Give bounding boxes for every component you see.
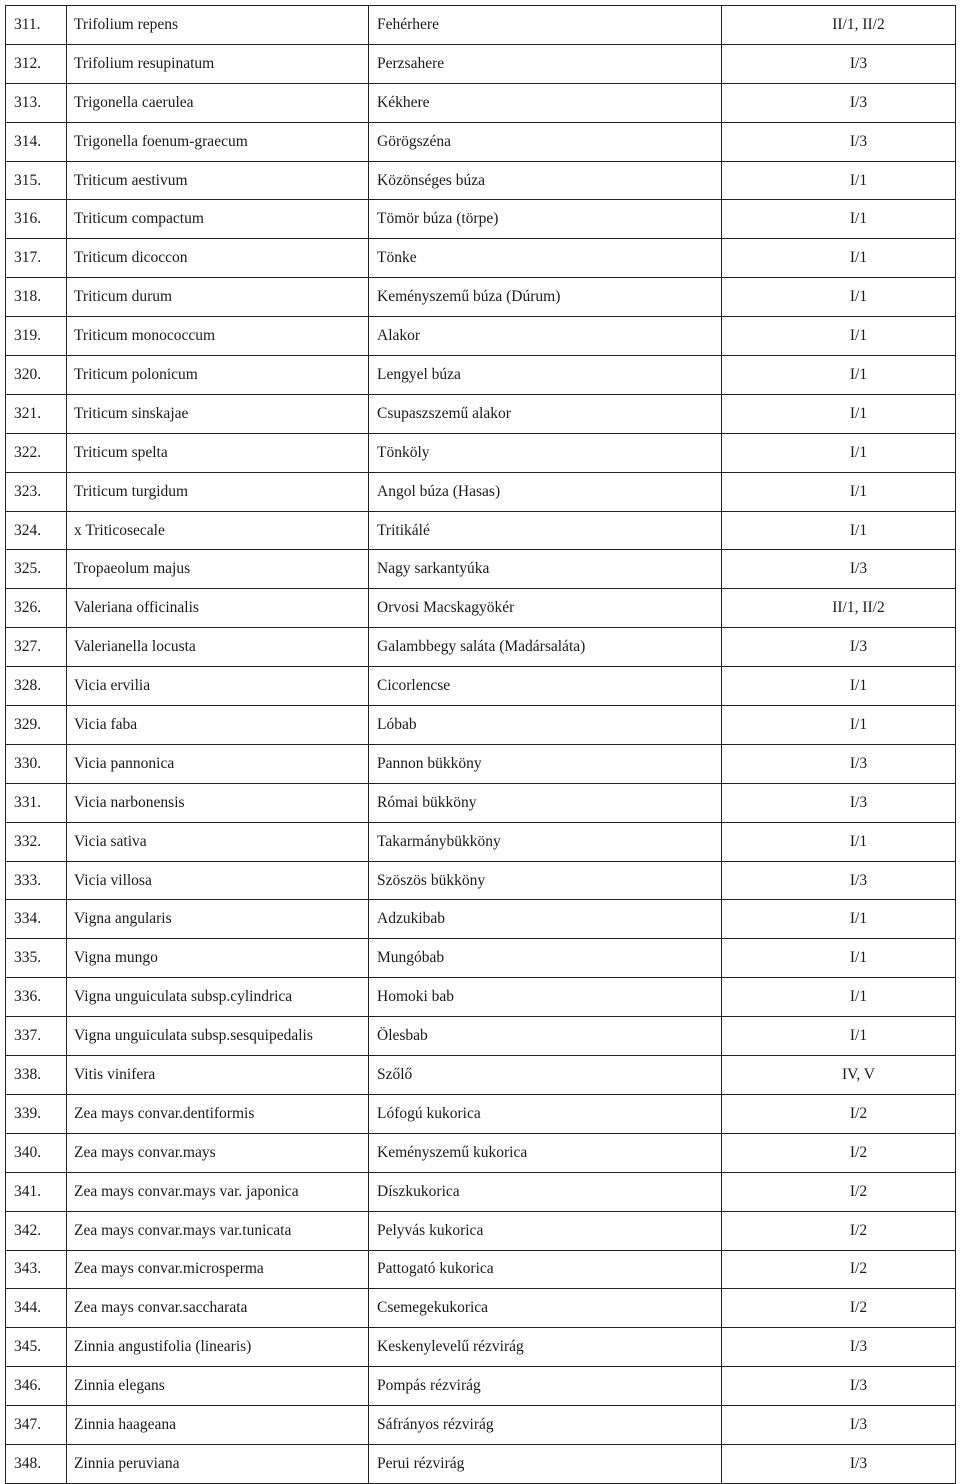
row-number: 312. xyxy=(6,44,67,83)
row-number: 326. xyxy=(6,589,67,628)
table-row xyxy=(6,822,956,861)
row-number: 344. xyxy=(6,1289,67,1328)
latin-name: Zea mays convar.mays var. japonica xyxy=(67,1172,369,1211)
latin-name: Triticum turgidum xyxy=(67,472,369,511)
latin-name: Tropaeolum majus xyxy=(67,550,369,589)
table-row xyxy=(6,1017,956,1056)
hungarian-name: Tömör búza (törpe) xyxy=(369,200,722,239)
row-number: 338. xyxy=(6,1056,67,1095)
species-table-body xyxy=(6,6,956,1484)
row-number: 332. xyxy=(6,822,67,861)
hungarian-name: Csemegekukorica xyxy=(369,1289,722,1328)
hungarian-name: Sáfrányos rézvirág xyxy=(369,1406,722,1445)
row-number: 330. xyxy=(6,744,67,783)
table-row xyxy=(6,1444,956,1483)
group-code: I/1 xyxy=(722,433,956,472)
latin-name: Triticum durum xyxy=(67,278,369,317)
group-code: I/3 xyxy=(722,783,956,822)
latin-name: Trigonella foenum-graecum xyxy=(67,122,369,161)
table-row xyxy=(6,1172,956,1211)
group-code: I/3 xyxy=(722,1406,956,1445)
latin-name: Valerianella locusta xyxy=(67,628,369,667)
latin-name: Triticum sinskajae xyxy=(67,394,369,433)
group-code: I/2 xyxy=(722,1211,956,1250)
group-code: I/1 xyxy=(722,472,956,511)
row-number: 340. xyxy=(6,1133,67,1172)
table-row xyxy=(6,1056,956,1095)
hungarian-name: Adzukibab xyxy=(369,900,722,939)
latin-name: Triticum monococcum xyxy=(67,317,369,356)
hungarian-name: Cicorlencse xyxy=(369,667,722,706)
group-code: I/3 xyxy=(722,1444,956,1483)
row-number: 325. xyxy=(6,550,67,589)
hungarian-name: Perzsahere xyxy=(369,44,722,83)
group-code: I/1 xyxy=(722,200,956,239)
table-row xyxy=(6,317,956,356)
table-row xyxy=(6,1406,956,1445)
latin-name: Vigna unguiculata subsp.cylindrica xyxy=(67,978,369,1017)
group-code: I/1 xyxy=(722,278,956,317)
row-number: 311. xyxy=(6,6,67,45)
group-code: IV, V xyxy=(722,1056,956,1095)
row-number: 318. xyxy=(6,278,67,317)
table-row xyxy=(6,706,956,745)
latin-name: Vigna unguiculata subsp.sesquipedalis xyxy=(67,1017,369,1056)
group-code: I/1 xyxy=(722,706,956,745)
row-number: 337. xyxy=(6,1017,67,1056)
group-code: I/3 xyxy=(722,44,956,83)
table-row xyxy=(6,200,956,239)
hungarian-name: Perui rézvirág xyxy=(369,1444,722,1483)
latin-name: Trifolium resupinatum xyxy=(67,44,369,83)
hungarian-name: Szőlő xyxy=(369,1056,722,1095)
group-code: I/1 xyxy=(722,822,956,861)
latin-name: Zea mays convar.mays var.tunicata xyxy=(67,1211,369,1250)
hungarian-name: Csupaszszemű alakor xyxy=(369,394,722,433)
row-number: 329. xyxy=(6,706,67,745)
latin-name: Triticum polonicum xyxy=(67,356,369,395)
group-code: I/1 xyxy=(722,511,956,550)
latin-name: Triticum dicoccon xyxy=(67,239,369,278)
group-code: I/3 xyxy=(722,861,956,900)
hungarian-name: Alakor xyxy=(369,317,722,356)
group-code: I/1 xyxy=(722,978,956,1017)
row-number: 339. xyxy=(6,1094,67,1133)
latin-name: Vicia ervilia xyxy=(67,667,369,706)
row-number: 333. xyxy=(6,861,67,900)
hungarian-name: Közönséges búza xyxy=(369,161,722,200)
hungarian-name: Pelyvás kukorica xyxy=(369,1211,722,1250)
group-code: I/1 xyxy=(722,1017,956,1056)
hungarian-name: Pattogató kukorica xyxy=(369,1250,722,1289)
hungarian-name: Orvosi Macskagyökér xyxy=(369,589,722,628)
latin-name: Vicia narbonensis xyxy=(67,783,369,822)
group-code: I/3 xyxy=(722,122,956,161)
group-code: I/1 xyxy=(722,161,956,200)
hungarian-name: Tönke xyxy=(369,239,722,278)
table-row xyxy=(6,1289,956,1328)
latin-name: Vicia faba xyxy=(67,706,369,745)
hungarian-name: Fehérhere xyxy=(369,6,722,45)
group-code: I/1 xyxy=(722,317,956,356)
latin-name: Zea mays convar.microsperma xyxy=(67,1250,369,1289)
hungarian-name: Kékhere xyxy=(369,83,722,122)
row-number: 331. xyxy=(6,783,67,822)
table-row xyxy=(6,939,956,978)
latin-name: Zea mays convar.saccharata xyxy=(67,1289,369,1328)
latin-name: Zinnia haageana xyxy=(67,1406,369,1445)
row-number: 334. xyxy=(6,900,67,939)
row-number: 314. xyxy=(6,122,67,161)
group-code: I/2 xyxy=(722,1172,956,1211)
hungarian-name: Keskenylevelű rézvirág xyxy=(369,1328,722,1367)
hungarian-name: Díszkukorica xyxy=(369,1172,722,1211)
latin-name: Vicia pannonica xyxy=(67,744,369,783)
group-code: I/1 xyxy=(722,667,956,706)
table-row xyxy=(6,1211,956,1250)
table-row xyxy=(6,1328,956,1367)
group-code: I/3 xyxy=(722,744,956,783)
table-row xyxy=(6,900,956,939)
group-code: II/1, II/2 xyxy=(722,589,956,628)
group-code: I/1 xyxy=(722,356,956,395)
hungarian-name: Görögszéna xyxy=(369,122,722,161)
table-row xyxy=(6,783,956,822)
row-number: 316. xyxy=(6,200,67,239)
latin-name: Zinnia elegans xyxy=(67,1367,369,1406)
hungarian-name: Lengyel búza xyxy=(369,356,722,395)
row-number: 319. xyxy=(6,317,67,356)
table-row xyxy=(6,356,956,395)
table-row xyxy=(6,44,956,83)
group-code: I/3 xyxy=(722,628,956,667)
table-row xyxy=(6,978,956,1017)
hungarian-name: Homoki bab xyxy=(369,978,722,1017)
group-code: I/2 xyxy=(722,1250,956,1289)
row-number: 323. xyxy=(6,472,67,511)
row-number: 327. xyxy=(6,628,67,667)
hungarian-name: Keményszemű búza (Dúrum) xyxy=(369,278,722,317)
latin-name: Trifolium repens xyxy=(67,6,369,45)
latin-name: Vicia villosa xyxy=(67,861,369,900)
latin-name: Valeriana officinalis xyxy=(67,589,369,628)
hungarian-name: Mungóbab xyxy=(369,939,722,978)
row-number: 335. xyxy=(6,939,67,978)
row-number: 313. xyxy=(6,83,67,122)
group-code: II/1, II/2 xyxy=(722,6,956,45)
hungarian-name: Római bükköny xyxy=(369,783,722,822)
row-number: 315. xyxy=(6,161,67,200)
row-number: 336. xyxy=(6,978,67,1017)
row-number: 341. xyxy=(6,1172,67,1211)
latin-name: Vitis vinifera xyxy=(67,1056,369,1095)
group-code: I/1 xyxy=(722,394,956,433)
group-code: I/3 xyxy=(722,1367,956,1406)
table-row xyxy=(6,511,956,550)
hungarian-name: Angol búza (Hasas) xyxy=(369,472,722,511)
table-row xyxy=(6,861,956,900)
latin-name: Zinnia peruviana xyxy=(67,1444,369,1483)
hungarian-name: Keményszemű kukorica xyxy=(369,1133,722,1172)
group-code: I/1 xyxy=(722,900,956,939)
table-row xyxy=(6,122,956,161)
row-number: 343. xyxy=(6,1250,67,1289)
latin-name: Zinnia angustifolia (linearis) xyxy=(67,1328,369,1367)
hungarian-name: Lófogú kukorica xyxy=(369,1094,722,1133)
hungarian-name: Tritikálé xyxy=(369,511,722,550)
table-row xyxy=(6,83,956,122)
latin-name: Vigna mungo xyxy=(67,939,369,978)
hungarian-name: Takarmánybükköny xyxy=(369,822,722,861)
hungarian-name: Lóbab xyxy=(369,706,722,745)
group-code: I/3 xyxy=(722,83,956,122)
table-row xyxy=(6,161,956,200)
group-code: I/2 xyxy=(722,1094,956,1133)
hungarian-name: Galambbegy saláta (Madársaláta) xyxy=(369,628,722,667)
latin-name: Vigna angularis xyxy=(67,900,369,939)
row-number: 345. xyxy=(6,1328,67,1367)
latin-name: Triticum compactum xyxy=(67,200,369,239)
hungarian-name: Szöszös bükköny xyxy=(369,861,722,900)
table-row xyxy=(6,472,956,511)
table-row xyxy=(6,239,956,278)
table-row xyxy=(6,628,956,667)
table-row xyxy=(6,550,956,589)
row-number: 320. xyxy=(6,356,67,395)
table-row xyxy=(6,1250,956,1289)
table-row xyxy=(6,1094,956,1133)
latin-name: Triticum aestivum xyxy=(67,161,369,200)
group-code: I/2 xyxy=(722,1133,956,1172)
hungarian-name: Tönköly xyxy=(369,433,722,472)
latin-name: Zea mays convar.dentiformis xyxy=(67,1094,369,1133)
table-row xyxy=(6,433,956,472)
table-row xyxy=(6,1367,956,1406)
latin-name: Vicia sativa xyxy=(67,822,369,861)
row-number: 347. xyxy=(6,1406,67,1445)
group-code: I/1 xyxy=(722,939,956,978)
row-number: 317. xyxy=(6,239,67,278)
latin-name: Trigonella caerulea xyxy=(67,83,369,122)
row-number: 321. xyxy=(6,394,67,433)
table-row xyxy=(6,589,956,628)
table-row xyxy=(6,394,956,433)
hungarian-name: Pompás rézvirág xyxy=(369,1367,722,1406)
row-number: 346. xyxy=(6,1367,67,1406)
table-row xyxy=(6,6,956,45)
row-number: 342. xyxy=(6,1211,67,1250)
row-number: 348. xyxy=(6,1444,67,1483)
hungarian-name: Ölesbab xyxy=(369,1017,722,1056)
row-number: 324. xyxy=(6,511,67,550)
table-row xyxy=(6,278,956,317)
group-code: I/3 xyxy=(722,1328,956,1367)
row-number: 328. xyxy=(6,667,67,706)
latin-name: Triticum spelta xyxy=(67,433,369,472)
table-row xyxy=(6,1133,956,1172)
row-number: 322. xyxy=(6,433,67,472)
group-code: I/3 xyxy=(722,550,956,589)
latin-name: x Triticosecale xyxy=(67,511,369,550)
hungarian-name: Nagy sarkantyúka xyxy=(369,550,722,589)
group-code: I/1 xyxy=(722,239,956,278)
latin-name: Zea mays convar.mays xyxy=(67,1133,369,1172)
species-table xyxy=(5,5,956,1484)
hungarian-name: Pannon bükköny xyxy=(369,744,722,783)
group-code: I/2 xyxy=(722,1289,956,1328)
table-row xyxy=(6,744,956,783)
table-row xyxy=(6,667,956,706)
